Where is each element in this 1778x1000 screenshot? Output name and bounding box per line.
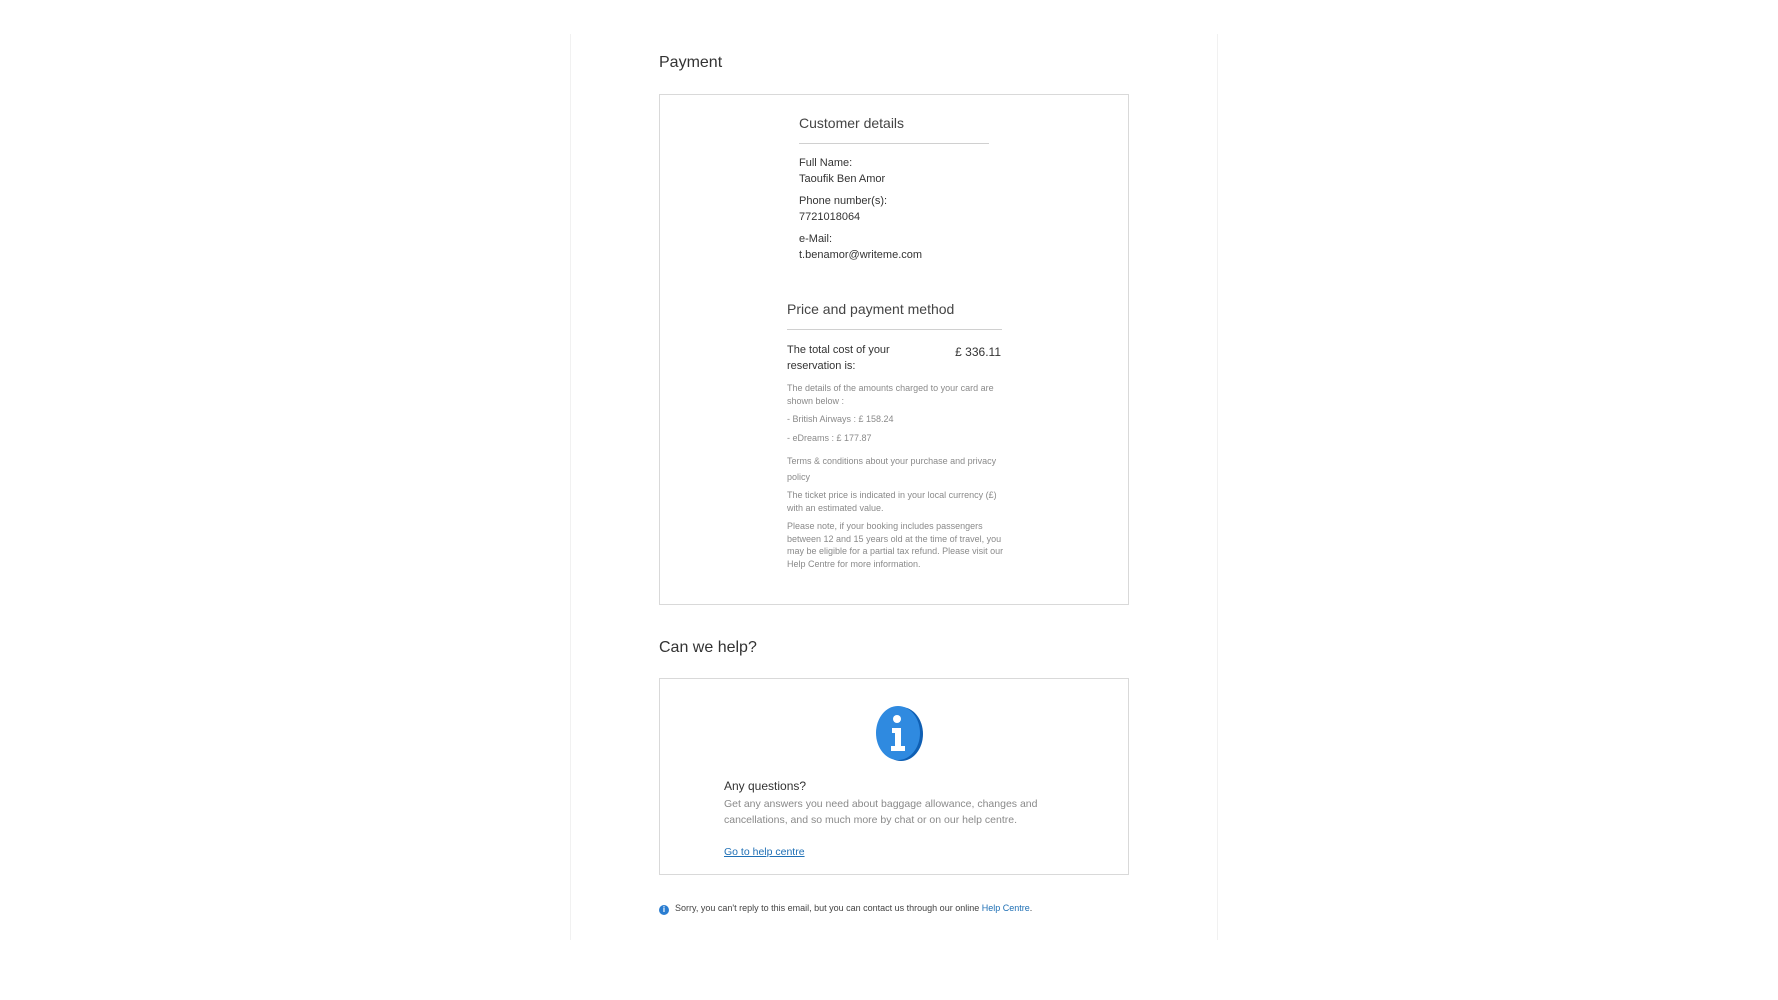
line-item-british-airways: - British Airways : £ 158.24 <box>787 414 894 424</box>
footer-text: Sorry, you can't reply to this email, but you can contact us through our online <box>675 903 982 913</box>
tax-refund-note: Please note, if your booking includes passengers between 12 and 15 years old at the time of travel, you may be eligible for a partial tax refund. Please visit our Help Centre for more information. <box>787 521 1004 569</box>
payment-title: Payment <box>659 54 723 71</box>
payment-card <box>659 94 1129 605</box>
email-value: t.benamor@writeme.com <box>799 249 923 261</box>
email-body <box>570 34 1218 940</box>
go-to-help-centre-link[interactable]: Go to help centre <box>724 846 805 858</box>
full-name-label: Full Name: <box>799 157 853 169</box>
price-title: Price and payment method <box>787 301 955 317</box>
full-name-value: Taoufik Ben Amor <box>799 173 886 185</box>
price-divider <box>787 329 1002 330</box>
phone-value: 7721018064 <box>799 211 861 223</box>
charge-details-text: The details of the amounts charged to your card are shown below : <box>787 383 994 406</box>
any-questions-text: Get any answers you need about baggage allowance, changes and cancellations, and so much more by chat or on our help centre. <box>724 798 1038 826</box>
customer-divider <box>799 143 989 144</box>
email-label: e-Mail: <box>799 233 833 245</box>
footer-help-centre-link[interactable]: Help Centre <box>981 903 1030 913</box>
terms-link[interactable]: Terms & conditions about your purchase and privacy policy <box>787 456 997 482</box>
footer-note <box>659 903 1032 915</box>
help-card <box>659 678 1129 875</box>
footer-info-icon: i <box>659 905 669 915</box>
any-questions-title: Any questions? <box>724 779 807 793</box>
phone-label: Phone number(s): <box>799 195 888 207</box>
total-cost-label: The total cost of your reservation is: <box>787 344 890 372</box>
line-item-edreams: - eDreams : £ 177.87 <box>787 433 872 443</box>
currency-note: The ticket price is indicated in your local currency (£) with an estimated value. <box>787 490 997 513</box>
help-title: Can we help? <box>659 639 757 656</box>
customer-details-title: Customer details <box>799 115 905 131</box>
footer-suffix: . <box>1029 903 1033 913</box>
info-icon <box>874 704 924 762</box>
total-cost-value: £ 336.11 <box>955 345 1001 359</box>
